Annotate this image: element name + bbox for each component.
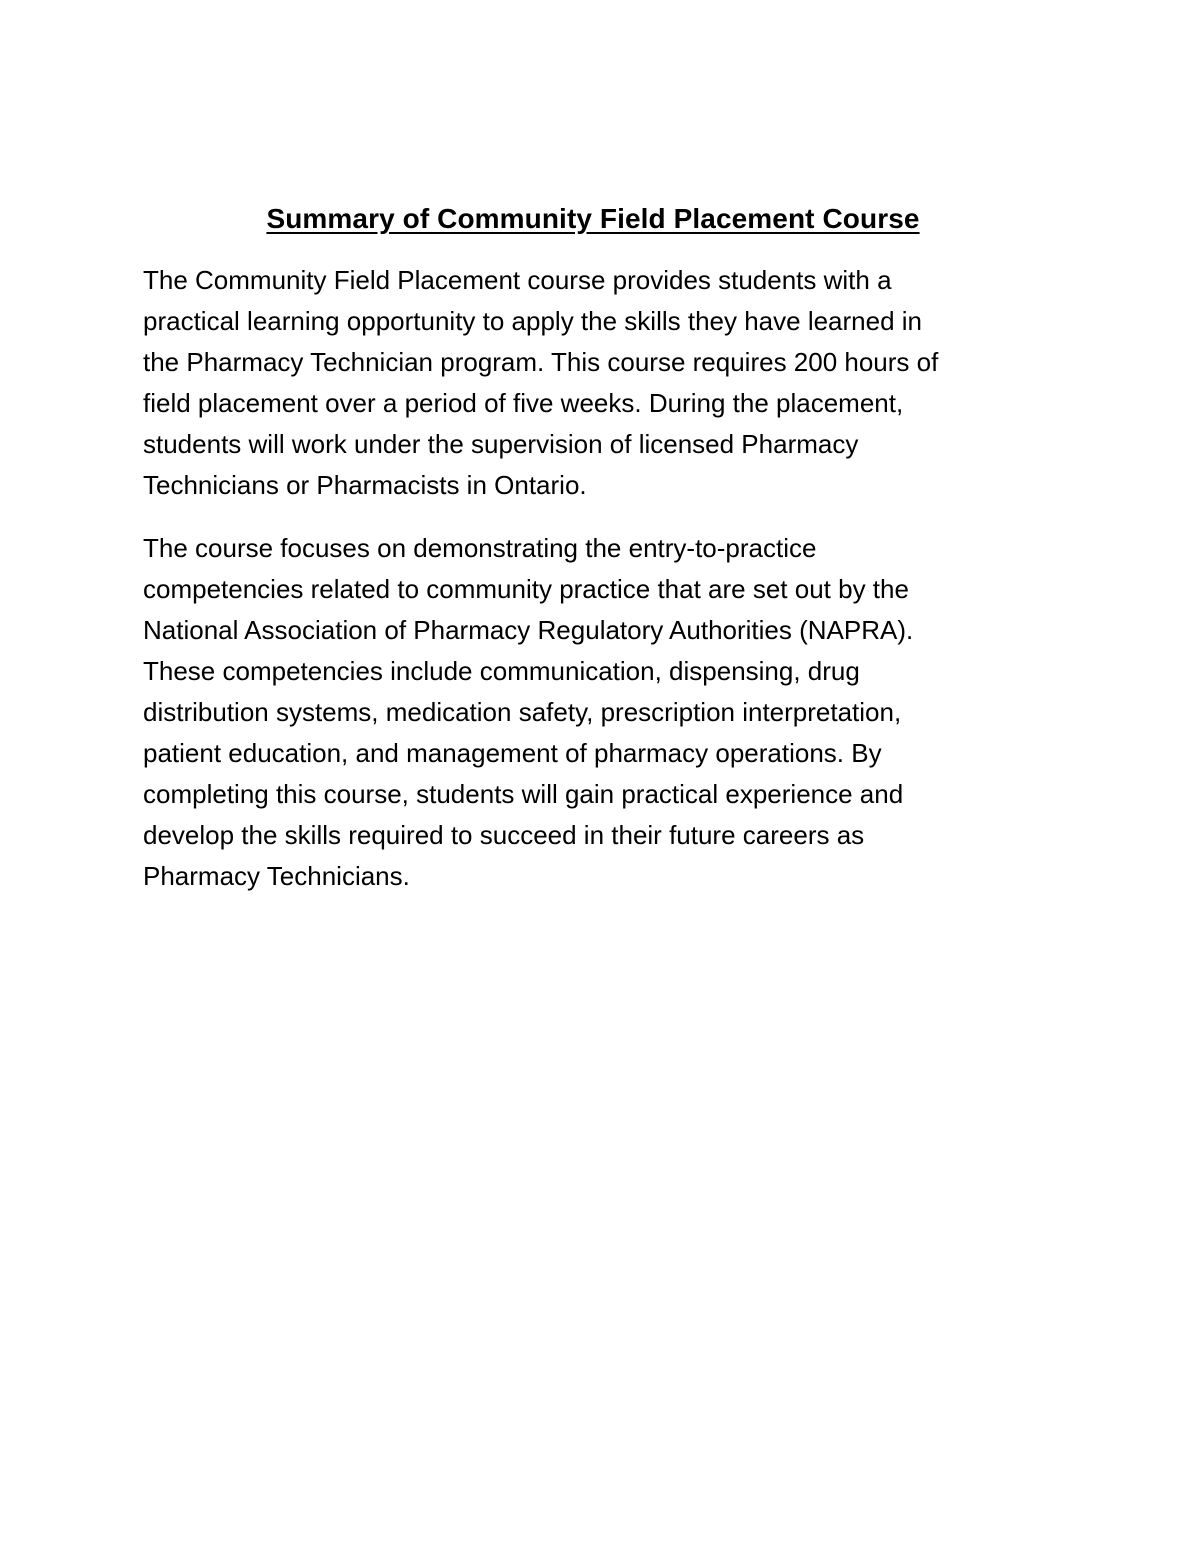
paragraph-line: completing this course, students will gain practical experience and (143, 778, 904, 809)
document-title: Summary of Community Field Placement Course (266, 203, 920, 234)
paragraph-line: The course focuses on demonstrating the entry-to-practice (143, 532, 817, 563)
paragraph-line: Pharmacy Technicians. (143, 860, 410, 891)
paragraph-line: distribution systems, medication safety, prescription interpretation, (143, 696, 902, 727)
paragraph-line: competencies related to community practice that are set out by the (143, 573, 909, 604)
paragraph-line: National Association of Pharmacy Regulatory Authorities (NAPRA). (143, 614, 914, 645)
paragraph-line: develop the skills required to succeed in their future careers as (143, 819, 865, 850)
paragraph-line: field placement over a period of five weeks. During the placement, (143, 387, 904, 418)
paragraph-line: the Pharmacy Technician program. This course requires 200 hours of (143, 346, 939, 377)
paragraph-line: practical learning opportunity to apply the skills they have learned in (143, 305, 923, 336)
paragraph-line: Technicians or Pharmacists in Ontario. (143, 469, 587, 500)
paragraph-1 (143, 260, 1043, 506)
paragraph-line: patient education, and management of pharmacy operations. By (143, 737, 882, 768)
paragraph-2 (143, 528, 1043, 897)
document-body (143, 200, 1043, 919)
paragraph-line: students will work under the supervision of licensed Pharmacy (143, 428, 859, 459)
paragraph-line: These competencies include communication, dispensing, drug (143, 655, 860, 686)
paragraph-line: The Community Field Placement course provides students with a (143, 264, 892, 295)
